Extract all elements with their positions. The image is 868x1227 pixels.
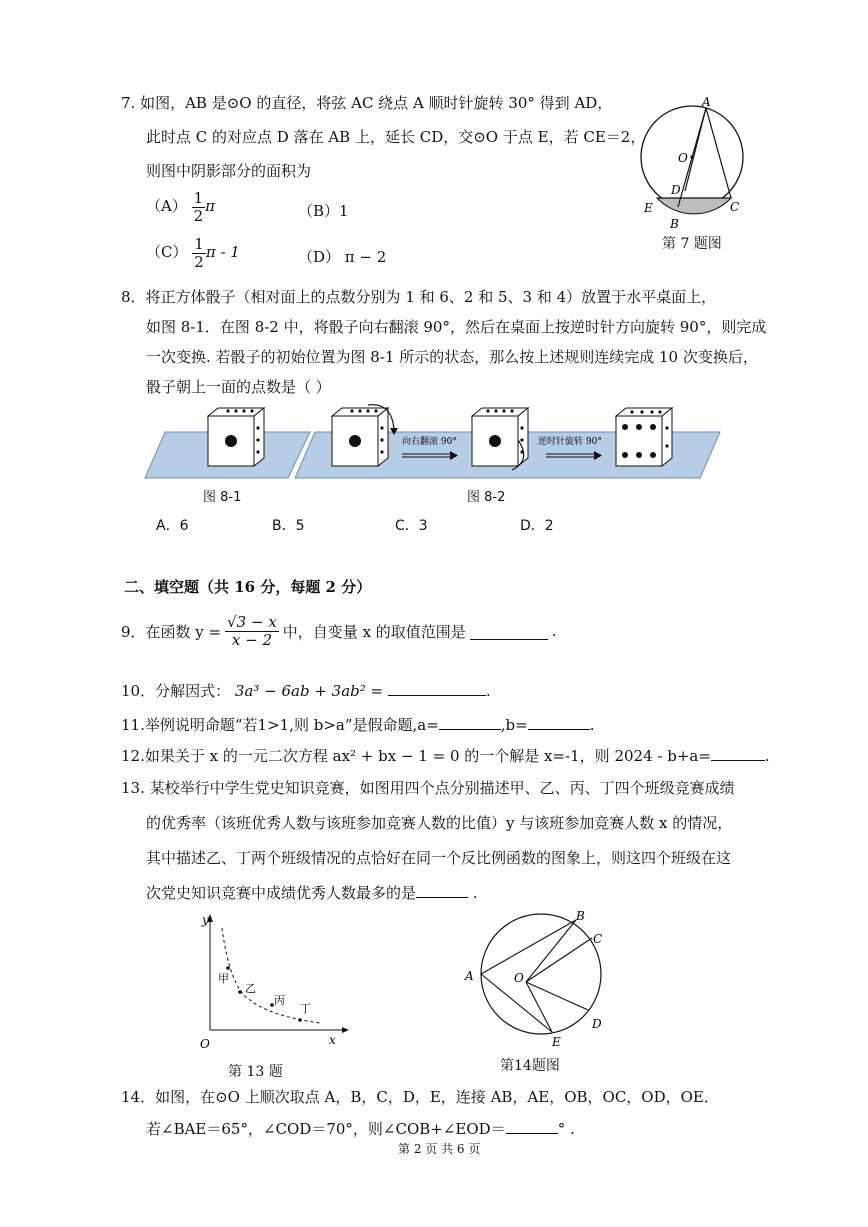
arrow-roll-label: 向右翻滚 90° bbox=[402, 437, 457, 447]
q10-answer-blank[interactable] bbox=[388, 681, 486, 696]
q7-option-a: （A） $\frac{1}{2}$ π bbox=[146, 189, 216, 225]
q12-answer-blank[interactable] bbox=[711, 746, 765, 761]
arrow-rotate-label: 逆时针旋转 90° bbox=[538, 437, 602, 447]
q7-option-c: （C） $\frac{1}{2}$ π - 1 bbox=[146, 235, 240, 271]
label-d: D bbox=[671, 183, 681, 197]
q7-option-d: （D） π − 2 bbox=[298, 248, 387, 266]
q7-line3: 则图中阴影部分的面积为 bbox=[146, 162, 312, 180]
label-a: A bbox=[702, 95, 711, 109]
q8-option-a: A．6 bbox=[156, 518, 189, 534]
q14-circle-figure bbox=[460, 910, 620, 1050]
shaded-region bbox=[657, 198, 731, 214]
point-label-bing: 丙 bbox=[274, 994, 285, 1007]
q13-line3: 其中描述乙、丁两个班级情况的点恰好在同一个反比例函数的图象上，则这四个班级在这 bbox=[146, 849, 732, 867]
label-o: O bbox=[678, 151, 688, 165]
page-footer: 第 2 页 共 6 页 bbox=[398, 1142, 481, 1156]
q13-line2: 的优秀率（该班优秀人数与该班参加竞赛人数的比值）y 与该班参加竞赛人数 x 的情况， bbox=[146, 814, 733, 832]
q8-line2: 如图 8-1．在图 8-2 中，将骰子向右翻滚 90°，然后在桌面上按逆时针方向旋转 90°，则完成 bbox=[146, 318, 767, 336]
q8-caption-fig2: 图 8-2 bbox=[467, 490, 506, 505]
die-after-rotation bbox=[616, 408, 672, 466]
q13-line4: 次党史知识竞赛中成绩优秀人数最多的是 . bbox=[146, 884, 478, 902]
label-a: A bbox=[465, 969, 474, 983]
label-b: B bbox=[576, 910, 585, 923]
label-d: D bbox=[592, 1017, 602, 1031]
q13-answer-blank[interactable] bbox=[416, 883, 468, 898]
q13-line1: 13. 某校举行中学生党史知识竞赛，如图用四个点分别描述甲、乙、丙、丁四个班级竞赛成绩 bbox=[121, 779, 735, 797]
q11-answer-b[interactable] bbox=[528, 715, 590, 730]
q14-answer-blank[interactable] bbox=[506, 1119, 558, 1134]
q8-line3: 一次变换. 若骰子的初始位置为图 8-1 所示的状态，那么按上述规则连续完成 10 次变换后， bbox=[146, 348, 758, 366]
point-label-jia: 甲 bbox=[218, 972, 229, 985]
q13-graph bbox=[190, 908, 360, 1058]
q7-option-b: （B）1 bbox=[298, 202, 349, 220]
label-c: C bbox=[593, 932, 603, 946]
label-e: E bbox=[552, 1035, 561, 1049]
q8-caption-fig1: 图 8-1 bbox=[203, 490, 242, 505]
q11: 11.举例说明命题“若1>1,则 b>a”是假命题,a= ,b= . bbox=[121, 716, 595, 734]
q12: 12.如果关于 x 的一元二次方程 ax² + bx − 1 = 0 的一个解是 x=-1，则 2024 - b+a= . bbox=[121, 747, 770, 765]
q14-line2: 若∠BAE＝65°，∠COD＝70°，则∠COB+∠EOD＝ ° . bbox=[146, 1120, 575, 1138]
die-initial bbox=[208, 408, 264, 466]
axis-y-label: y bbox=[202, 913, 209, 927]
label-e: E bbox=[644, 201, 653, 215]
die-after-roll bbox=[472, 408, 528, 470]
q7-line2: 此时点 C 的对应点 D 落在 AB 上，延长 CD，交⊙O 于点 E，若 CE＝2， bbox=[146, 128, 646, 146]
section-heading: 二、填空题（共 16 分，每题 2 分） bbox=[124, 578, 372, 596]
q8-line4: 骰子朝上一面的点数是（ ） bbox=[146, 378, 331, 396]
origin-label: O bbox=[200, 1037, 210, 1051]
q7-figure-caption: 第 7 题图 bbox=[662, 236, 722, 252]
q11-answer-a[interactable] bbox=[439, 715, 501, 730]
axis-x-label: x bbox=[329, 1033, 336, 1047]
q10: 10．分解因式： 3a³ − 6ab + 3ab² = . bbox=[121, 682, 491, 700]
label-o: O bbox=[514, 971, 524, 985]
point-label-ding: 丁 bbox=[300, 1002, 311, 1015]
q8-option-b: B．5 bbox=[272, 518, 305, 534]
label-c: C bbox=[730, 200, 740, 214]
q7-circle-figure bbox=[630, 90, 760, 250]
q13-figure-caption: 第 13 题 bbox=[228, 1064, 283, 1080]
q8-option-c: C．3 bbox=[395, 518, 428, 534]
label-b: B bbox=[670, 217, 679, 231]
die-before-roll bbox=[332, 405, 398, 466]
q7-line1: 7. 如图，AB 是⊙O 的直径，将弦 AC 绕点 A 顺时针旋转 30° 得到 AD， bbox=[121, 94, 613, 112]
q9: 9．在函数 y = $\frac{√3 - x}{x - 2}$ 中，自变量 x 的取值范围是 . bbox=[121, 613, 557, 649]
q9-answer-blank[interactable] bbox=[470, 623, 548, 640]
q8-line1: 8．将正方体骰子（相对面上的点数分别为 1 和 6、2 和 5、3 和 4）放置于水平桌面上， bbox=[121, 288, 717, 306]
point-label-yi: 乙 bbox=[245, 982, 256, 995]
q8-option-d: D．2 bbox=[520, 518, 554, 534]
q14-line1: 14．如图，在⊙O 上顺次取点 A，B，C，D，E，连接 AB，AE，OB，OC，OD，OE． bbox=[121, 1088, 719, 1106]
q14-figure-caption: 第14题图 bbox=[500, 1058, 560, 1074]
